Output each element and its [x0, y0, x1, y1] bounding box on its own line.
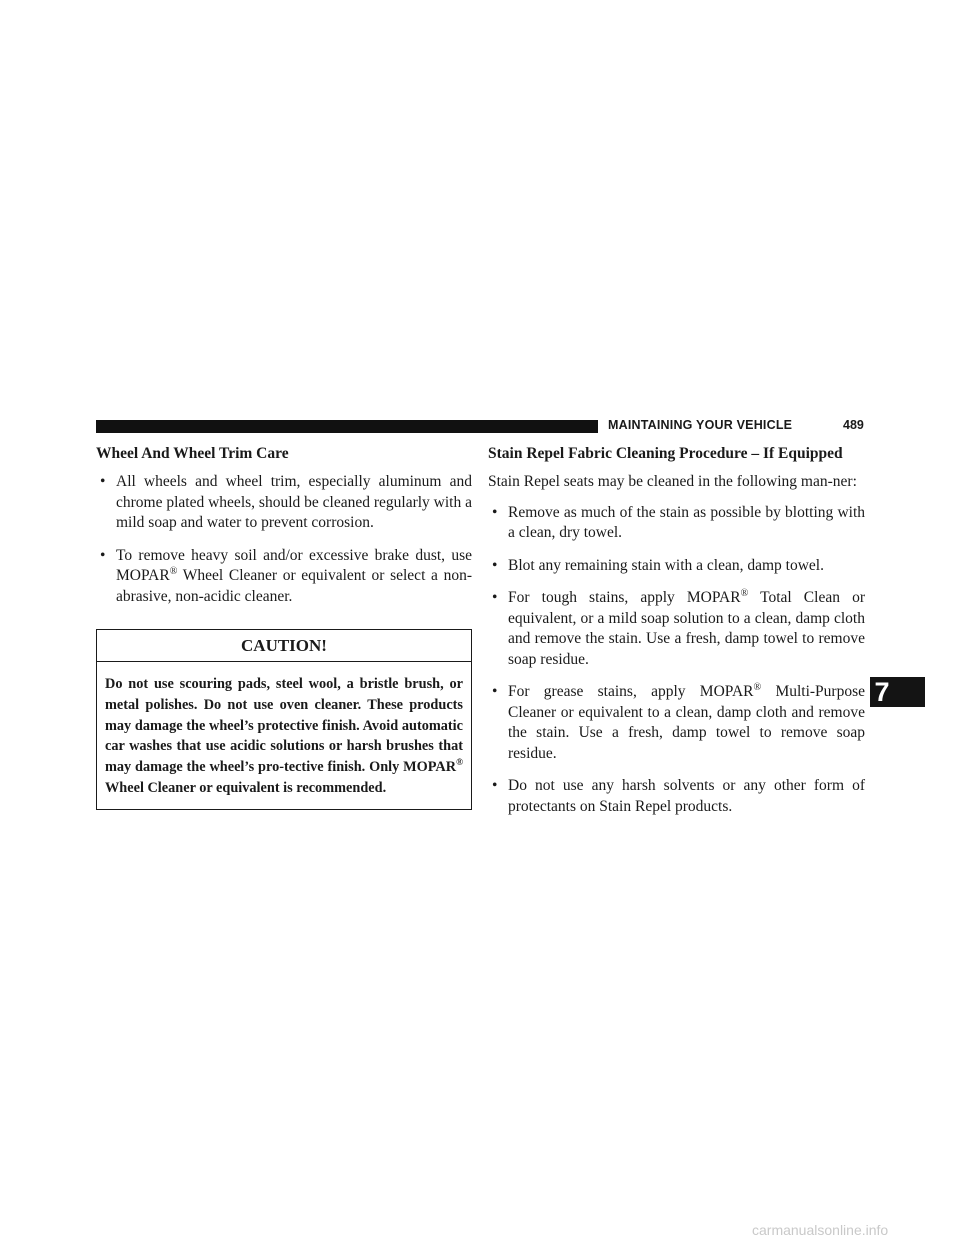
- list-item-text: To remove heavy soil and/or excessive brake dust, use MOPAR® Wheel Cleaner or equivalent or select a non-abrasive, non-acidic cleaner.: [116, 546, 472, 605]
- intro-paragraph: Stain Repel seats may be cleaned in the following man-ner:: [488, 473, 857, 490]
- list-item: [488, 588, 865, 670]
- bullet-icon: •: [100, 546, 106, 564]
- list-item: [488, 556, 865, 577]
- list-item: [488, 682, 865, 764]
- list-item: [488, 776, 865, 817]
- list-item: [96, 472, 472, 534]
- bullet-icon: •: [492, 683, 498, 700]
- list-item: [96, 546, 472, 608]
- section-title: MAINTAINING YOUR VEHICLE: [608, 418, 793, 432]
- wheel-care-heading: Wheel And Wheel Trim Care: [96, 445, 289, 462]
- caution-box: [96, 629, 472, 810]
- caution-title: CAUTION!: [97, 630, 471, 662]
- list-item: [488, 503, 865, 544]
- bullet-icon: •: [492, 777, 498, 794]
- left-column: [96, 444, 472, 810]
- registered-mark: ®: [456, 758, 463, 769]
- registered-mark: ®: [740, 587, 749, 599]
- stain-repel-heading: Stain Repel Fabric Cleaning Procedure – If Equipped: [488, 445, 843, 462]
- chapter-tab: [870, 677, 925, 707]
- bullet-icon: •: [492, 503, 498, 521]
- list-item-text: All wheels and wheel trim, especially aluminum and chrome plated wheels, should be cleaned regularly with a mild soap and water to prevent corrosion.: [116, 473, 472, 531]
- chapter-number: 7: [874, 677, 890, 707]
- bullet-icon: •: [492, 556, 498, 574]
- registered-mark: ®: [753, 681, 762, 693]
- list-item-text: Remove as much of the stain as possible by blotting with a clean, dry towel.: [508, 503, 865, 541]
- list-item-text: For grease stains, apply MOPAR® Multi-Purpose Cleaner or equivalent to a clean, damp cloth and remove the stain. Use a fresh, damp towel to remove soap residue.: [508, 681, 865, 762]
- caution-text: Do not use scouring pads, steel wool, a bristle brush, or metal polishes. Do not use oven cleaner. These products may damage the wheel’s protective finish. Avoid automatic car washes that use acidic solutions or harsh brushes that may damage the wheel’s pro-tective finish. Only MOPAR® Wheel Cleaner or equivalent is recommended.: [105, 676, 463, 796]
- page-number: 489: [843, 418, 864, 432]
- registered-mark: ®: [169, 565, 178, 577]
- bullet-icon: •: [100, 473, 106, 490]
- watermark: carmanualsonline.info: [752, 1222, 889, 1238]
- header-rule: [96, 420, 598, 433]
- right-column: [488, 444, 865, 829]
- list-item-text: Blot any remaining stain with a clean, damp towel.: [508, 556, 824, 574]
- list-item-text: For tough stains, apply MOPAR® Total Clean or equivalent, or a mild soap solution to a clean, damp cloth and remove the stain. Use a fresh, damp towel to remove soap residue.: [508, 587, 865, 668]
- bullet-icon: •: [492, 589, 498, 606]
- list-item-text: Do not use any harsh solvents or any other form of protectants on Stain Repel products.: [508, 777, 865, 815]
